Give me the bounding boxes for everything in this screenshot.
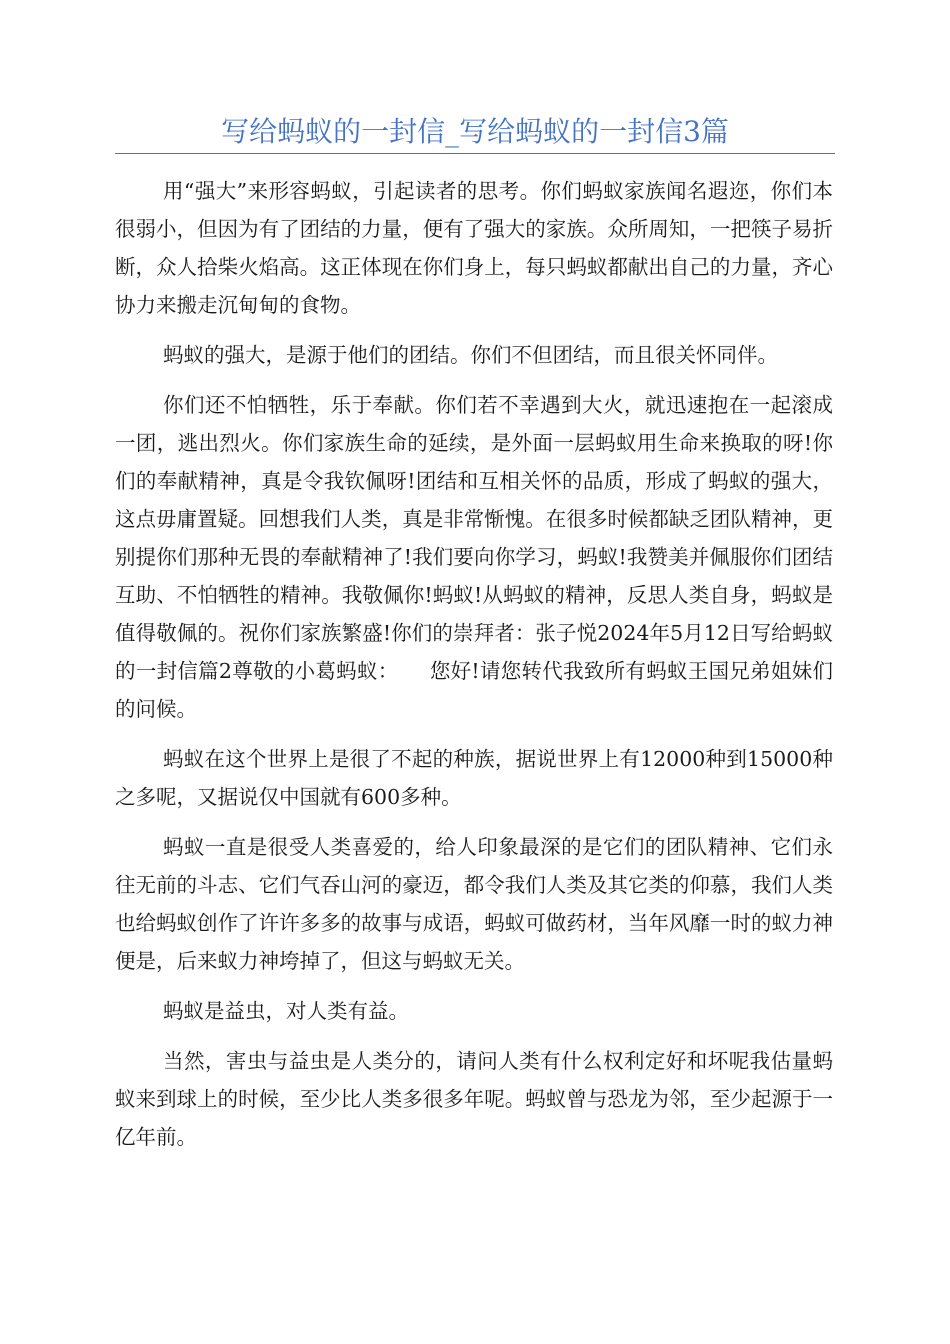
paragraph-7: 当然，害虫与益虫是人类分的，请问人类有什么权利定好和坏呢我估量蚂蚁来到球上的时候，至少比人类多很多年呢。蚂蚁曾与恐龙为邻，至少起源于一亿年前。 [115, 1049, 833, 1149]
title-underline [115, 153, 835, 154]
paragraph-3: 你们还不怕牺牲，乐于奉献。你们若不幸遇到大火，就迅速抱在一起滚成一团，逃出烈火。你们家族生命的延续，是外面一层蚂蚁用生命来换取的呀!你们的奉献精神，真是令我钦佩呀!团结和互相关怀的品质，形成了蚂蚁的强大，这点毋庸置疑。回想我们人类，真是非常惭愧。在很多时候都缺乏团队精神，更别提你们那种无畏的奉献精神了!我们要向你学习，蚂蚁!我赞美并佩服你们团结互助、不怕牺牲的精神。我敬佩你!蚂蚁!从蚂蚁的精神，反思人类自身，蚂蚁是值得敬佩的。祝你们家族繁盛!你们的崇拜者：张子悦2024年5月12日写给蚂蚁的一封信篇2尊敬的小葛蚂蚁： 您好!请您转代我致所有蚂蚁王国兄弟姐妹们的问候。 [115, 393, 833, 721]
paragraph-1: 用“强大”来形容蚂蚁，引起读者的思考。你们蚂蚁家族闻名遐迩，你们本很弱小，但因为有了团结的力量，便有了强大的家族。众所周知，一把筷子易折断，众人拾柴火焰高。这正体现在你们身上，每只蚂蚁都献出自己的力量，齐心协力来搬走沉甸甸的食物。 [115, 179, 833, 317]
document-body [115, 172, 833, 1168]
paragraph-4: 蚂蚁在这个世界上是很了不起的种族，据说世界上有12000种到15000种之多呢，又据说仅中国就有600多种。 [115, 747, 833, 809]
document-title: 写给蚂蚁的一封信_写给蚂蚁的一封信3篇 [221, 115, 729, 148]
paragraph-5: 蚂蚁一直是很受人类喜爱的，给人印象最深的是它们的团队精神、它们永往无前的斗志、它们气吞山河的豪迈，都令我们人类及其它类的仰慕，我们人类也给蚂蚁创作了许许多多的故事与成语，蚂蚁可做药材，当年风靡一时的蚁力神便是，后来蚁力神垮掉了，但这与蚂蚁无关。 [115, 835, 833, 973]
paragraph-6: 蚂蚁是益虫，对人类有益。 [163, 999, 409, 1023]
paragraph-2: 蚂蚁的强大，是源于他们的团结。你们不但团结，而且很关怀同伴。 [163, 343, 778, 367]
